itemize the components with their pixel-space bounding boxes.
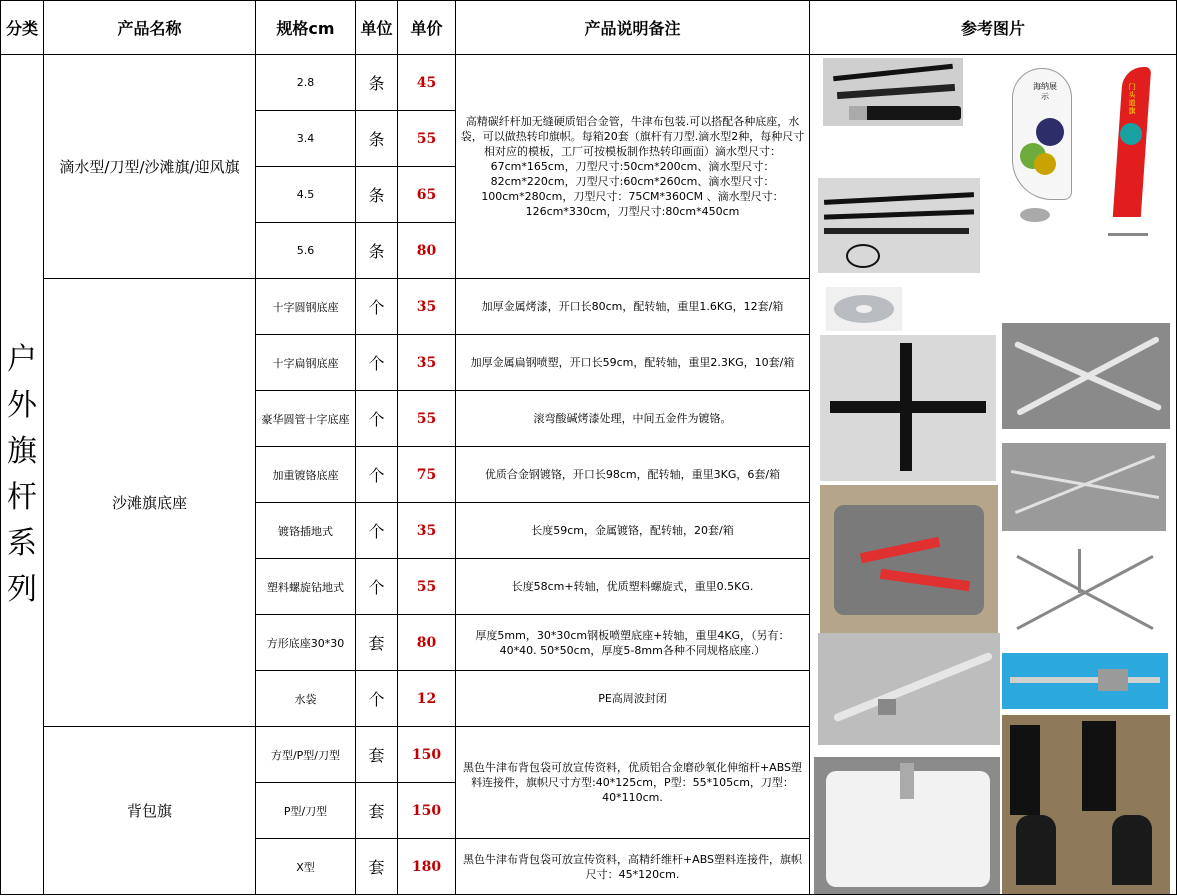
price-cell: 55 — [398, 111, 456, 167]
unit-cell: 条 — [356, 167, 398, 223]
cross-flat-base-photo — [820, 335, 996, 481]
description-cell: 长度58cm+转轴，优质塑料螺旋式，重里0.5KG. — [456, 559, 810, 615]
unit-cell: 个 — [356, 503, 398, 559]
price-cell: 35 — [398, 503, 456, 559]
category-char: 列 — [7, 571, 37, 607]
chrome-ground-spike-photo — [818, 633, 1000, 745]
unit-cell: 套 — [356, 727, 398, 783]
description-cell: 高精碳纤杆加无缝硬质铝合金管，牛津布包装.可以搭配各种底座，水袋，可以做热转印旗帜。每箱20套（旗杆有刀型.滴水型2种，每种尺寸相对应的模板，工厂可按模板制作热转印画面）滴水型尺寸：67cm*165cm，刀型尺寸:50cm*200cm、滴水型尺寸：82cm*220cm，刀型尺寸:60cm*260cm、滴水型尺寸：100cm*280cm，刀型尺寸：75CM*360CM 、滴水型尺寸：126cm*330cm，刀型尺寸:80cm*450cm — [456, 55, 810, 279]
category-char: 系 — [7, 525, 37, 561]
chrome-cross-base-photo — [1002, 443, 1166, 531]
header-category: 分类 — [1, 1, 44, 55]
unit-cell: 套 — [356, 783, 398, 839]
price-cell: 150 — [398, 783, 456, 839]
description-cell: 长度59cm，金属镀铬，配转轴，20套/箱 — [456, 503, 810, 559]
price-cell: 35 — [398, 279, 456, 335]
unit-cell: 条 — [356, 111, 398, 167]
product-name: 滴水型/刀型/沙滩旗/迎风旗 — [44, 55, 256, 279]
description-cell: 加厚金属扁钢喷塑，开口长59cm，配转轴，重里2.3KG，10套/箱 — [456, 335, 810, 391]
unit-cell: 个 — [356, 671, 398, 727]
spec-cell: X型 — [256, 839, 356, 895]
spec-cell: 方形底座30*30 — [256, 615, 356, 671]
spec-cell: 十字圆钢底座 — [256, 279, 356, 335]
description-cell: 加厚金属烤漆，开口长80cm，配转轴，重里1.6KG，12套/箱 — [456, 279, 810, 335]
unit-cell: 个 — [356, 335, 398, 391]
unit-cell: 条 — [356, 223, 398, 279]
unit-cell: 个 — [356, 447, 398, 503]
category-char: 杆 — [7, 479, 37, 515]
price-cell: 65 — [398, 167, 456, 223]
unit-cell: 套 — [356, 615, 398, 671]
axle-swivel-photo — [1002, 653, 1168, 709]
cross-round-tube-photo — [1002, 323, 1170, 429]
spec-cell: 2.8 — [256, 55, 356, 111]
teardrop-flag-photo — [990, 58, 1080, 250]
price-cell: 150 — [398, 727, 456, 783]
header-price: 单价 — [398, 1, 456, 55]
header-unit: 单位 — [356, 1, 398, 55]
description-cell: 黑色牛津布背包袋可放宣传资料，优质铝合金磨砂氧化伸缩杆+ABS塑料连接件，旗帜尺寸方型:40*125cm，P型：55*105cm，刀型：40*110cm. — [456, 727, 810, 839]
category-char: 户 — [7, 341, 37, 377]
water-bag-photo — [826, 287, 902, 331]
price-cell: 75 — [398, 447, 456, 503]
spec-cell: 加重镀铬底座 — [256, 447, 356, 503]
category-char: 旗 — [7, 433, 37, 469]
banner-text: 海纳展示 — [1033, 82, 1057, 101]
unit-cell: 个 — [356, 279, 398, 335]
price-cell: 80 — [398, 223, 456, 279]
header-description: 产品说明备注 — [456, 1, 810, 55]
price-cell: 80 — [398, 615, 456, 671]
flag-pole-photo — [823, 58, 963, 126]
description-cell: 黑色牛津布背包袋可放宣传资料，高精纤维杆+ABS塑料连接件，旗帜尺寸：45*120cm. — [456, 839, 810, 895]
spec-cell: 豪华圆管十字底座 — [256, 391, 356, 447]
square-base-photo — [814, 757, 1000, 895]
unit-cell: 个 — [356, 391, 398, 447]
description-cell: 优质合金钢镀铬，开口长98cm，配转轴，重里3KG，6套/箱 — [456, 447, 810, 503]
description-cell: 厚度5mm，30*30cm钢板喷塑底座+转轴，重里4KG，（另有：40*40. 50*50cm，厚度5-8mm各种不同规格底座.） — [456, 615, 810, 671]
banner-text: 门头道旗 — [1128, 83, 1136, 115]
feather-flag-photo — [1090, 63, 1170, 253]
header-product-name: 产品名称 — [44, 1, 256, 55]
price-cell: 55 — [398, 559, 456, 615]
unit-cell: 个 — [356, 559, 398, 615]
price-cell: 55 — [398, 391, 456, 447]
spec-cell: 水袋 — [256, 671, 356, 727]
header-spec: 规格cm — [256, 1, 356, 55]
spec-cell: 方型/P型/刀型 — [256, 727, 356, 783]
price-cell: 180 — [398, 839, 456, 895]
spec-cell: 十字扁钢底座 — [256, 335, 356, 391]
price-cell: 45 — [398, 55, 456, 111]
plastic-ground-spike-photo — [820, 485, 998, 633]
spec-cell: 镀铬插地式 — [256, 503, 356, 559]
unit-cell: 套 — [356, 839, 398, 895]
description-cell: PE高周波封闭 — [456, 671, 810, 727]
flag-pole-kit-photo — [818, 178, 980, 273]
backpack-flag-photo — [1002, 715, 1170, 895]
spec-cell: 4.5 — [256, 167, 356, 223]
header-reference-images: 参考图片 — [810, 1, 1177, 55]
spec-cell: 5.6 — [256, 223, 356, 279]
unit-cell: 条 — [356, 55, 398, 111]
category-cell — [1, 55, 44, 895]
spec-cell: P型/刀型 — [256, 783, 356, 839]
category-char: 外 — [7, 387, 37, 423]
spec-cell: 3.4 — [256, 111, 356, 167]
price-cell: 12 — [398, 671, 456, 727]
table-row — [1, 55, 1177, 111]
product-name: 沙滩旗底座 — [44, 279, 256, 727]
description-cell: 滚弯酸碱烤漆处理，中间五金件为镀铬。 — [456, 391, 810, 447]
product-name: 背包旗 — [44, 727, 256, 895]
reference-images-cell — [810, 55, 1177, 895]
weighted-chrome-base-photo — [1004, 539, 1166, 647]
price-cell: 35 — [398, 335, 456, 391]
spec-cell: 塑料螺旋钻地式 — [256, 559, 356, 615]
